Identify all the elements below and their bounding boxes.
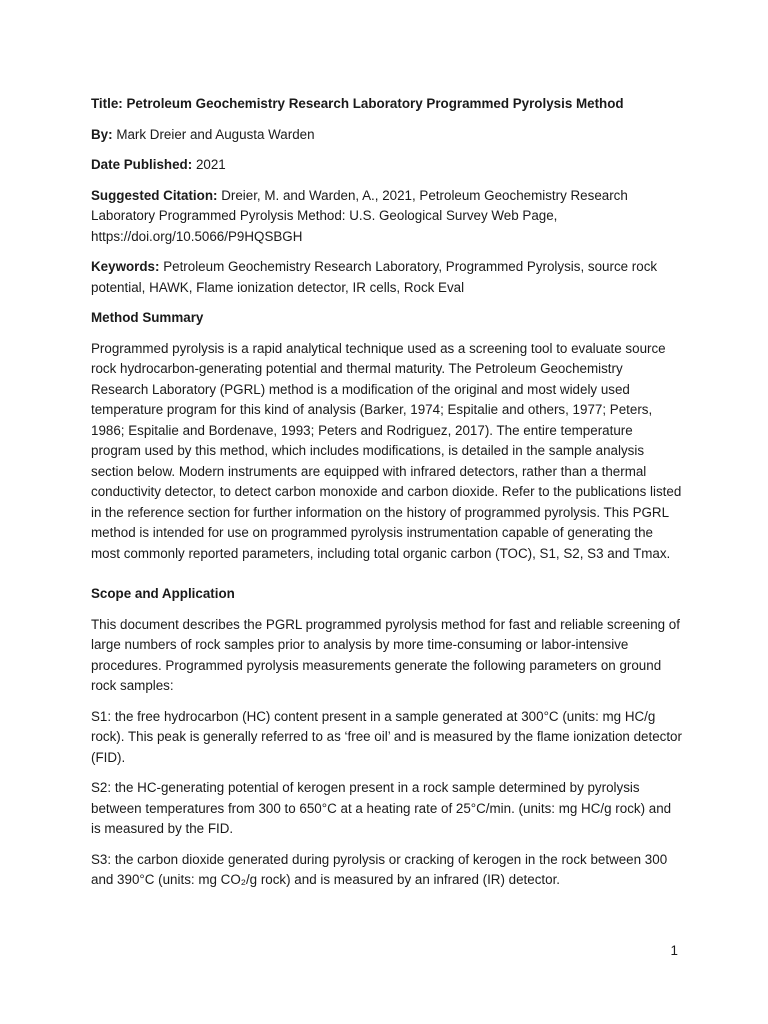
method-summary-text: Programmed pyrolysis is a rapid analytical technique used as a screening tool to evaluate source rock hydrocarbon-generating potential and thermal maturity. The Petroleum Geochemistry Research Laboratory (PGRL) method is a modification of the original and most widely used temperature program for this kind of analysis (Barker, 1974; Espitalie and others, 1977; Peters, 1986; Espitalie and Bordenave, 1993; Peters and Rodriguez, 2017). The entire temperature program used by this method, which includes modifications, is detailed in the sample analysis section below. Modern instruments are equipped with infrared detectors, rather than a thermal conductivity detector, to detect carbon monoxide and carbon dioxide. Refer to the publications listed in the reference section for further information on the history of programmed pyrolysis. This PGRL method is intended for use on programmed pyrolysis instrumentation capable of generating the most commonly reported parameters, including total organic carbon (TOC), S1, S2, S3 and Tmax. [91, 340, 682, 561]
scope-text: This document describes the PGRL programmed pyrolysis method for fast and reliable screening of large numbers of rock samples prior to analysis by more time-consuming or labor-intensive procedures. Programmed pyrolysis measurements generate the following parameters on ground rock samples: [91, 616, 680, 693]
date-line [91, 155, 683, 176]
s1-definition: S1: the free hydrocarbon (HC) content present in a sample generated at 300°C (units: mg HC/g rock). This peak is generally referred to as ‘free oil’ and is measured by the flame ionization detector (FID). [91, 708, 682, 765]
title-text: Petroleum Geochemistry Research Laboratory Programmed Pyrolysis Method [126, 96, 624, 111]
s2-definition: S2: the HC-generating potential of kerogen present in a rock sample determined by pyrolysis between temperatures from 300 to 650°C at a heating rate of 25°C/min. (units: mg HC/g rock) and is measured by the FID. [91, 780, 672, 836]
by-label: By: [91, 126, 113, 142]
page-number: 1 [670, 943, 678, 958]
date-label: Date Published: [91, 157, 193, 172]
keywords-line [91, 257, 683, 298]
citation-line [91, 186, 683, 248]
document-page [91, 94, 683, 901]
title-line [91, 94, 683, 115]
scope-heading: Scope and Application [91, 586, 235, 601]
citation-text: Dreier, M. and Warden, A., 2021, Petroleum Geochemistry Research Laboratory Programmed Pyrolysis Method: U.S. Geological Survey Web Page, https://doi.org/10.5066/P9HQSBGH [91, 187, 628, 244]
keywords-label: Keywords: [91, 259, 160, 274]
by-line [91, 125, 683, 146]
method-summary-heading: Method Summary [91, 310, 204, 325]
by-text: Mark Dreier and Augusta Warden [116, 126, 315, 142]
date-text: 2021 [195, 157, 226, 172]
s3-definition: S3: the carbon dioxide generated during pyrolysis or cracking of kerogen in the rock between 300 and 390°C (units: mg CO₂/g rock) and is measured by an infrared (IR) detector. [91, 851, 668, 887]
keywords-text: Petroleum Geochemistry Research Laboratory, Programmed Pyrolysis, source rock potential, HAWK, Flame ionization detector, IR cells, Rock Eval [91, 259, 658, 295]
title-label: Title: [91, 96, 123, 111]
citation-label: Suggested Citation: [91, 187, 218, 203]
